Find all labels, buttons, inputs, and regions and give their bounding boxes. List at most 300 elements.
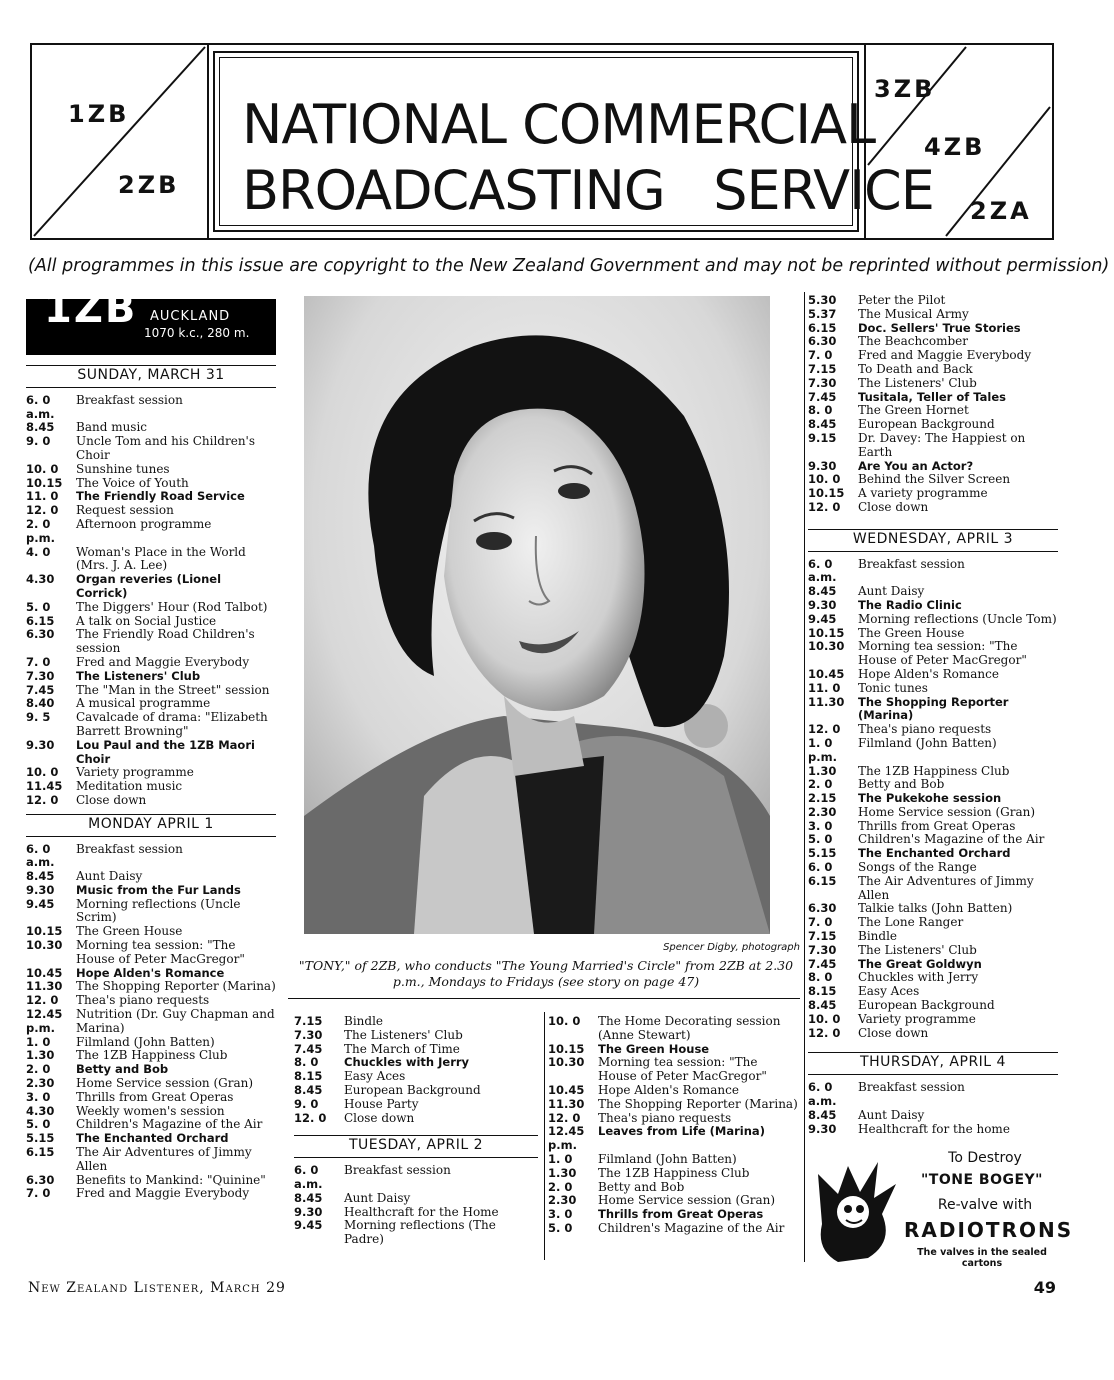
- programme-time: 9.30: [294, 1204, 323, 1219]
- schedule-column-1: [26, 286, 276, 1201]
- programme-entry: [808, 985, 1058, 999]
- programme-entry: [808, 599, 1058, 613]
- programme-time: 10.30: [548, 1055, 585, 1070]
- programme-title: The Diggers' Hour (Rod Talbot): [76, 599, 268, 614]
- programme-title: Aunt Daisy: [858, 584, 925, 599]
- programme-time: 5.37: [808, 306, 837, 321]
- programme-title: Betty and Bob: [598, 1179, 685, 1194]
- programme-title: The Voice of Youth: [76, 475, 189, 490]
- programme-list-monday: [26, 843, 276, 1202]
- programme-time: 2. 0: [548, 1179, 573, 1194]
- programme-time: 1. 0 p.m.: [808, 735, 837, 764]
- programme-entry: [26, 504, 276, 518]
- caption-rule: [288, 998, 800, 999]
- programme-time: 9. 0: [294, 1096, 319, 1111]
- programme-title: Organ reveries (Lionel Corrick): [76, 572, 222, 600]
- programme-title: Meditation music: [76, 779, 183, 794]
- programme-entry: [808, 765, 1058, 779]
- programme-title: Talkie talks (John Batten): [858, 901, 1013, 916]
- programme-time: 10.15: [26, 475, 63, 490]
- programme-entry: [808, 349, 1058, 363]
- programme-time: 9.30: [26, 882, 55, 897]
- programme-title: Filmland (John Batten): [598, 1151, 737, 1166]
- programme-entry: [26, 1118, 276, 1132]
- programme-time: 3. 0: [548, 1207, 573, 1222]
- programme-entry: [26, 925, 276, 939]
- programme-list-sunday: [26, 394, 276, 808]
- programme-entry: [808, 1123, 1058, 1137]
- programme-time: 3. 0: [26, 1089, 51, 1104]
- programme-entry: [808, 501, 1058, 515]
- programme-title: The Enchanted Orchard: [76, 1131, 229, 1146]
- programme-title: Aunt Daisy: [76, 869, 143, 884]
- programme-time: 12.45 p.m.: [26, 1007, 63, 1035]
- programme-title: Breakfast session: [858, 556, 965, 571]
- programme-time: 2.30: [808, 804, 837, 819]
- ad-tagline: The valves in the sealed cartons: [917, 1247, 1047, 1269]
- programme-title: Hope Alden's Romance: [858, 666, 999, 681]
- programme-time: 7. 0: [26, 1186, 51, 1201]
- programme-title: Easy Aces: [344, 1069, 406, 1084]
- programme-title: Uncle Tom and his Children's Choir: [76, 434, 256, 462]
- programme-title: Chuckles with Jerry: [344, 1055, 470, 1070]
- programme-entry: [808, 999, 1058, 1013]
- programme-list-tuesday-evening: [808, 294, 1058, 515]
- programme-entry: [294, 1206, 538, 1220]
- programme-entry: [548, 1084, 798, 1098]
- programme-title: Are You an Actor?: [858, 458, 974, 473]
- programme-entry: [26, 601, 276, 615]
- station-label-2zb: 2ZB: [118, 171, 180, 199]
- programme-time: 8.45: [808, 1107, 837, 1122]
- programme-time: 7.45: [808, 389, 837, 404]
- programme-title: Healthcraft for the Home: [344, 1204, 499, 1219]
- programme-title: European Background: [344, 1082, 481, 1097]
- programme-title: Hope Alden's Romance: [598, 1082, 739, 1097]
- programme-entry: [26, 477, 276, 491]
- programme-time: 7.30: [808, 375, 837, 390]
- programme-entry: [294, 1084, 538, 1098]
- programme-time: 8.15: [294, 1069, 323, 1084]
- programme-entry: [26, 884, 276, 898]
- programme-title: Peter the Pilot: [858, 293, 946, 307]
- programme-title: Request session: [76, 503, 174, 518]
- programme-entry: [808, 613, 1058, 627]
- programme-time: 7.45: [26, 682, 55, 697]
- programme-entry: [26, 870, 276, 884]
- programme-title: The Listeners' Club: [858, 942, 977, 957]
- programme-time: 12. 0: [26, 792, 59, 807]
- programme-time: 9. 5: [26, 710, 51, 725]
- programme-entry: [548, 1194, 798, 1208]
- programme-time: 8.45: [808, 584, 837, 599]
- programme-entry: [808, 1109, 1058, 1123]
- programme-time: 6.15: [26, 613, 55, 628]
- programme-time: 11. 0: [26, 489, 59, 504]
- programme-time: 2. 0: [808, 777, 833, 792]
- programme-entry: [26, 394, 276, 422]
- programme-time: 11.30: [26, 979, 63, 994]
- programme-entry: [26, 1091, 276, 1105]
- masthead-left-panel: [32, 45, 209, 238]
- station-call-sign: 1ZB: [44, 286, 138, 332]
- programme-time: 12. 0: [808, 722, 841, 737]
- radiotrons-advertisement: [808, 1150, 1074, 1269]
- programme-title: Afternoon programme: [76, 516, 212, 531]
- programme-time: 6.15: [808, 873, 837, 888]
- station-city: AUCKLAND: [150, 309, 231, 324]
- programme-entry: [26, 463, 276, 477]
- programme-title: Filmland (John Batten): [76, 1034, 215, 1049]
- programme-time: 10. 0: [26, 765, 59, 780]
- masthead: [30, 43, 1054, 240]
- programme-time: 2.30: [26, 1076, 55, 1091]
- programme-entry: [26, 980, 276, 994]
- programme-entry: [808, 971, 1058, 985]
- ad-line-to-destroy: To Destroy: [948, 1150, 1022, 1166]
- programme-title: Lou Paul and the 1ZB Maori Choir: [76, 737, 255, 766]
- programme-time: 2. 0 p.m.: [26, 516, 55, 545]
- programme-entry: [26, 615, 276, 629]
- programme-title: The Beachcomber: [858, 334, 969, 349]
- programme-title: Leaves from Life (Marina): [598, 1124, 765, 1139]
- programme-time: 6. 0 a.m.: [26, 392, 55, 421]
- programme-title: Fred and Maggie Everybody: [858, 348, 1032, 363]
- programme-title: Benefits to Mankind: "Quinine": [76, 1172, 266, 1187]
- programme-title: The Friendly Road Service: [76, 489, 245, 504]
- programme-time: 7.45: [294, 1041, 323, 1056]
- diagonal-line: [32, 45, 207, 238]
- programme-time: 6.15: [808, 320, 837, 335]
- programme-entry: [808, 473, 1058, 487]
- programme-title: Morning tea session: "The House of Peter MacGregor": [598, 1055, 767, 1084]
- programme-time: 5.15: [26, 1131, 55, 1146]
- station-label-3zb: 3ZB: [874, 75, 936, 103]
- station-label-4zb: 4ZB: [924, 133, 986, 161]
- bogey-mascot-icon: [808, 1154, 904, 1266]
- programme-time: 4.30: [26, 572, 55, 587]
- programme-entry: [294, 1029, 538, 1043]
- programme-entry: [808, 487, 1058, 501]
- programme-title: Morning tea session: "The House of Peter MacGregor": [76, 938, 245, 966]
- programme-time: 2.30: [548, 1193, 577, 1208]
- programme-time: 5. 0: [548, 1220, 573, 1235]
- programme-time: 12. 0: [548, 1110, 581, 1125]
- programme-time: 7.30: [294, 1027, 323, 1042]
- programme-title: Hope Alden's Romance: [76, 965, 225, 980]
- programme-time: 8.45: [808, 417, 837, 432]
- programme-entry: [548, 1015, 798, 1043]
- programme-title: Breakfast session: [858, 1080, 965, 1095]
- programme-entry: [294, 1015, 538, 1029]
- programme-title: Easy Aces: [858, 984, 920, 999]
- programme-time: 8.45: [26, 869, 55, 884]
- programme-time: 12.45 p.m.: [548, 1124, 585, 1153]
- programme-time: 12. 0: [808, 1025, 841, 1040]
- programme-time: 1.30: [26, 1048, 55, 1063]
- schedule-column-2: [294, 1015, 538, 1247]
- programme-title: The Listeners' Club: [344, 1027, 463, 1042]
- programme-title: The Green House: [858, 625, 965, 640]
- programme-entry: [26, 898, 276, 926]
- programme-title: The Lone Ranger: [858, 915, 964, 930]
- programme-time: 10.15: [26, 924, 63, 939]
- programme-title: The Shopping Reporter (Marina): [76, 979, 276, 994]
- programme-title: Aunt Daisy: [858, 1107, 925, 1122]
- programme-time: 9.45: [808, 611, 837, 626]
- programme-title: The Musical Army: [858, 306, 969, 321]
- programme-entry: [26, 711, 276, 739]
- programme-entry: [26, 628, 276, 656]
- programme-entry: [294, 1219, 538, 1247]
- ad-line-revalve: Re-valve with: [937, 1197, 1033, 1213]
- programme-time: 6.30: [808, 334, 837, 349]
- programme-entry: [26, 794, 276, 808]
- programme-title: Thea's piano requests: [598, 1110, 732, 1125]
- programme-time: 6. 0 a.m.: [294, 1163, 323, 1191]
- programme-title: The Shopping Reporter (Marina): [598, 1096, 798, 1111]
- programme-entry: [808, 944, 1058, 958]
- day-heading-sunday: SUNDAY, MARCH 31: [26, 365, 276, 388]
- programme-entry: [548, 1125, 798, 1153]
- programme-entry: [26, 843, 276, 871]
- programme-title: The Air Adventures of Jimmy Allen: [858, 873, 1034, 902]
- programme-title: Tusitala, Teller of Tales: [858, 389, 1006, 404]
- programme-entry: [26, 939, 276, 967]
- programme-entry: [26, 684, 276, 698]
- programme-time: 9.30: [26, 737, 55, 752]
- programme-entry: [26, 573, 276, 601]
- programme-time: 7.15: [808, 929, 837, 944]
- programme-entry: [26, 697, 276, 711]
- programme-entry: [808, 847, 1058, 861]
- programme-time: 8. 0: [294, 1055, 319, 1070]
- programme-title: A variety programme: [858, 486, 988, 501]
- programme-entry: [26, 766, 276, 780]
- programme-time: 12. 0: [26, 503, 59, 518]
- programme-title: Band music: [76, 420, 148, 435]
- programme-title: European Background: [858, 998, 995, 1013]
- programme-time: 3. 0: [808, 818, 833, 833]
- programme-time: 10.45: [26, 965, 63, 980]
- programme-list-thursday: [808, 1081, 1058, 1136]
- programme-entry: [808, 418, 1058, 432]
- programme-title: Morning reflections (Uncle Scrim): [76, 896, 241, 925]
- column-divider-right: [804, 292, 805, 1262]
- programme-time: 10.15: [808, 486, 845, 501]
- programme-time: 1.30: [808, 763, 837, 778]
- programme-time: 1. 0: [26, 1034, 51, 1049]
- day-heading-monday: MONDAY APRIL 1: [26, 814, 276, 837]
- programme-entry: [548, 1043, 798, 1057]
- programme-time: 7. 0: [26, 654, 51, 669]
- programme-entry: [808, 792, 1058, 806]
- masthead-title-line2: BROADCASTING SERVICE: [242, 159, 934, 222]
- programme-entry: [808, 1013, 1058, 1027]
- programme-entry: [808, 558, 1058, 586]
- programme-time: 8.15: [808, 984, 837, 999]
- programme-title: Children's Magazine of the Air: [598, 1220, 785, 1235]
- station-banner: [26, 286, 276, 355]
- programme-title: Healthcraft for the home: [858, 1121, 1010, 1136]
- programme-time: 10.45: [548, 1082, 585, 1097]
- programme-entry: [26, 1063, 276, 1077]
- programme-time: 7.45: [808, 956, 837, 971]
- programme-title: Fred and Maggie Everybody: [76, 654, 250, 669]
- programme-title: The "Man in the Street" session: [76, 682, 270, 697]
- programme-title: Home Service session (Gran): [76, 1076, 254, 1091]
- masthead-title-line1: NATIONAL COMMERCIAL: [242, 93, 876, 156]
- programme-title: Chuckles with Jerry: [858, 970, 979, 985]
- programme-title: Aunt Daisy: [344, 1190, 411, 1205]
- programme-entry: [808, 778, 1058, 792]
- programme-entry: [26, 1105, 276, 1119]
- programme-title: Thea's piano requests: [858, 722, 992, 737]
- photo-caption: "TONY," of 2ZB, who conducts "The Young Married's Circle" from 2ZB at 2.30 p.m., Mondays to Fridays (see story on page 47): [298, 958, 794, 989]
- programme-entry: [26, 670, 276, 684]
- programme-time: 8.40: [26, 696, 55, 711]
- programme-entry: [808, 696, 1058, 724]
- programme-entry: [26, 1174, 276, 1188]
- photo-credit: Spencer Digby, photograph: [663, 942, 800, 953]
- programme-title: Cavalcade of drama: "Elizabeth Barrett Browning": [76, 710, 268, 738]
- ad-brand-radiotrons: RADIOTRONS: [904, 1218, 1074, 1242]
- programme-time: 11. 0: [808, 680, 841, 695]
- programme-title: Songs of the Range: [858, 860, 977, 875]
- programme-entry: [808, 861, 1058, 875]
- programme-title: The Friendly Road Children's session: [76, 627, 255, 656]
- programme-entry: [808, 916, 1058, 930]
- programme-entry: [294, 1192, 538, 1206]
- page-number: 49: [1033, 1278, 1056, 1297]
- programme-time: 12. 0: [808, 499, 841, 514]
- programme-title: Morning reflections (The Padre): [344, 1218, 496, 1247]
- programme-title: Morning reflections (Uncle Tom): [858, 611, 1057, 626]
- programme-time: 9.45: [26, 896, 55, 911]
- programme-entry: [26, 518, 276, 546]
- programme-entry: [548, 1056, 798, 1084]
- programme-title: Thrills from Great Operas: [858, 818, 1016, 833]
- programme-entry: [808, 640, 1058, 668]
- portrait-illustration: [304, 296, 770, 934]
- programme-entry: [808, 958, 1058, 972]
- programme-time: 5.15: [808, 846, 837, 861]
- programme-time: 7.15: [808, 361, 837, 376]
- programme-entry: [808, 432, 1058, 460]
- programme-title: The Enchanted Orchard: [858, 846, 1011, 861]
- programme-title: Music from the Fur Lands: [76, 882, 241, 897]
- programme-title: Breakfast session: [76, 841, 183, 856]
- programme-title: A musical programme: [76, 696, 211, 711]
- programme-entry: [808, 627, 1058, 641]
- programme-time: 11.45: [26, 779, 63, 794]
- programme-time: 9. 0: [26, 434, 51, 449]
- programme-entry: [808, 460, 1058, 474]
- programme-entry: [808, 902, 1058, 916]
- programme-time: 6. 0 a.m.: [26, 841, 55, 870]
- programme-entry: [808, 1027, 1058, 1041]
- programme-time: 2.15: [808, 791, 837, 806]
- programme-time: 10.15: [548, 1041, 585, 1056]
- programme-entry: [808, 833, 1058, 847]
- programme-time: 6.15: [26, 1145, 55, 1160]
- programme-time: 7. 0: [808, 915, 833, 930]
- programme-title: Close down: [858, 1025, 929, 1040]
- programme-entry: [808, 363, 1058, 377]
- programme-title: The Green House: [598, 1041, 710, 1056]
- programme-entry: [26, 1146, 276, 1174]
- programme-entry: [26, 1132, 276, 1146]
- programme-time: 8. 0: [808, 970, 833, 985]
- programme-title: Behind the Silver Screen: [858, 472, 1011, 487]
- programme-title: The Home Decorating session (Anne Stewart): [598, 1014, 781, 1042]
- programme-entry: [26, 780, 276, 794]
- day-heading-tuesday: TUESDAY, APRIL 2: [294, 1135, 538, 1158]
- programme-time: 7.30: [808, 942, 837, 957]
- programme-title: Home Service session (Gran): [858, 804, 1036, 819]
- programme-title: Close down: [344, 1110, 415, 1125]
- programme-entry: [808, 391, 1058, 405]
- programme-time: 9.30: [808, 458, 837, 473]
- programme-list-monday-continued: [294, 1015, 538, 1125]
- ad-line-tone-bogey: "TONE BOGEY": [921, 1172, 1043, 1188]
- programme-title: Doc. Sellers' True Stories: [858, 320, 1021, 335]
- programme-time: 8.45: [26, 420, 55, 435]
- programme-time: 12. 0: [26, 993, 59, 1008]
- programme-time: 4. 0: [26, 544, 51, 559]
- programme-title: To Death and Back: [858, 361, 973, 376]
- programme-title: Home Service session (Gran): [598, 1193, 776, 1208]
- programme-title: The Green House: [76, 924, 183, 939]
- programme-title: Breakfast session: [344, 1163, 451, 1178]
- programme-time: 10. 0: [548, 1014, 581, 1028]
- programme-list-tuesday: [294, 1164, 538, 1247]
- programme-time: 6.30: [808, 901, 837, 916]
- programme-time: 10. 0: [808, 1011, 841, 1026]
- programme-entry: [294, 1056, 538, 1070]
- footer-publication: New Zealand Listener, March 29: [28, 1280, 286, 1296]
- programme-entry: [294, 1164, 538, 1192]
- programme-entry: [808, 308, 1058, 322]
- programme-time: 5. 0: [26, 599, 51, 614]
- programme-entry: [294, 1112, 538, 1126]
- station-label-1zb: 1ZB: [68, 100, 130, 128]
- programme-title: Children's Magazine of the Air: [76, 1117, 263, 1132]
- programme-title: Tonic tunes: [858, 680, 928, 695]
- programme-time: 1. 0: [548, 1151, 573, 1166]
- programme-entry: [26, 994, 276, 1008]
- programme-title: Thrills from Great Operas: [598, 1207, 764, 1222]
- programme-entry: [808, 322, 1058, 336]
- programme-entry: [26, 739, 276, 767]
- programme-time: 7.30: [26, 668, 55, 683]
- programme-title: The Listeners' Club: [76, 668, 201, 683]
- programme-entry: [26, 1077, 276, 1091]
- programme-entry: [808, 1081, 1058, 1109]
- programme-entry: [808, 875, 1058, 903]
- programme-list-wednesday: [808, 558, 1058, 1041]
- programme-time: 6.30: [26, 627, 55, 642]
- programme-time: 10. 0: [26, 461, 59, 476]
- programme-title: European Background: [858, 417, 995, 432]
- day-heading-wednesday: WEDNESDAY, APRIL 3: [808, 529, 1058, 552]
- programme-entry: [26, 1008, 276, 1036]
- programme-time: 1.30: [548, 1165, 577, 1180]
- programme-time: 4.30: [26, 1103, 55, 1118]
- programme-time: 7. 0: [808, 348, 833, 363]
- programme-title: Breakfast session: [76, 392, 183, 407]
- programme-entry: [26, 435, 276, 463]
